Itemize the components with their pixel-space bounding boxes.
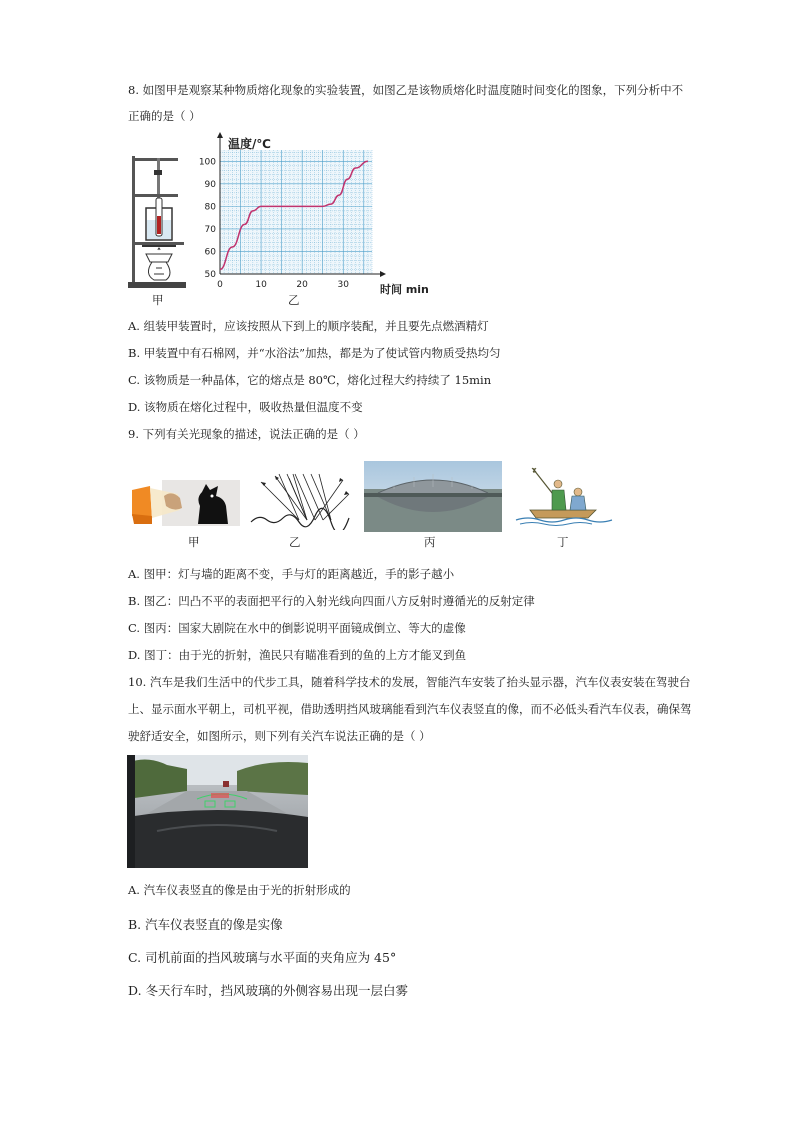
q8-fig-yi-caption: 乙 bbox=[288, 293, 300, 307]
fisherman-figure bbox=[512, 466, 616, 528]
chart-x-axis-arrow bbox=[380, 271, 386, 277]
chart-x-tick-label: 10 bbox=[255, 280, 267, 290]
chart-y-axis-arrow bbox=[217, 132, 223, 138]
chart-xlabel: 时间 min bbox=[380, 283, 429, 296]
q8-stem-line1: 8. 如图甲是观察某种物质熔化现象的实验装置，如图乙是该物质熔化时温度随时间变化的图象，下列分析中不 bbox=[128, 83, 684, 97]
q9-option-a: A. 图甲：灯与墙的距离不变，手与灯的距离越近，手的影子越小 bbox=[128, 567, 455, 581]
q10-option-c: C. 司机前面的挡风玻璃与水平面的夹角应为 45° bbox=[128, 950, 397, 965]
chart-x-tick-label: 30 bbox=[337, 280, 349, 290]
chart-y-tick-label: 60 bbox=[204, 247, 216, 258]
chart-y-tick-label: 90 bbox=[204, 179, 216, 190]
theatre-reflection-figure bbox=[364, 461, 502, 532]
q9-stem: 9. 下列有关光现象的描述，说法正确的是（ ） bbox=[128, 427, 365, 441]
q10-option-b: B. 汽车仪表竖直的像是实像 bbox=[128, 917, 283, 932]
q10-option-a: A. 汽车仪表竖直的像是由于光的折射形成的 bbox=[128, 883, 351, 897]
chart-x-tick-label: 0 bbox=[217, 280, 223, 290]
q9-caption-bing: 丙 bbox=[424, 535, 436, 549]
chart-y-tick-label: 100 bbox=[198, 157, 216, 168]
diffuse-reflection-figure bbox=[249, 470, 355, 530]
chart-plot-area bbox=[220, 150, 372, 274]
chart-x-tick-label: 20 bbox=[296, 280, 308, 290]
q8-option-a: A. 组装甲装置时，应该按照从下到上的顺序装配，并且要先点燃酒精灯 bbox=[128, 319, 489, 333]
melting-apparatus-figure bbox=[128, 150, 198, 300]
q10-stem-line3: 驶舒适安全，如图所示，则下列有关汽车说法正确的是（ ） bbox=[128, 729, 431, 743]
q9-option-d: D. 图丁：由于光的折射，渔民只有瞄准看到的鱼的上方才能叉到鱼 bbox=[128, 648, 467, 662]
temperature-time-chart bbox=[196, 128, 441, 300]
q9-caption-ding: 丁 bbox=[557, 535, 569, 549]
head-up-display-photo bbox=[127, 755, 308, 868]
q10-stem-line2: 上、显示面水平朝上，司机平视，借助透明挡风玻璃能看到汽车仪表竖直的像，而不必低头看汽车仪表，确保驾 bbox=[128, 702, 692, 716]
chart-y-tick-label: 70 bbox=[204, 224, 216, 235]
chart-y-tick-label: 50 bbox=[204, 270, 216, 280]
q9-option-c: C. 图丙：国家大剧院在水中的倒影说明平面镜成倒立、等大的虚像 bbox=[128, 621, 466, 635]
q10-stem-line1: 10. 汽车是我们生活中的代步工具，随着科学技术的发展，智能汽车安装了抬头显示器，汽车仪表安装在驾驶台 bbox=[128, 675, 691, 689]
q10-option-d: D. 冬天行车时，挡风玻璃的外侧容易出现一层白雾 bbox=[128, 983, 409, 998]
q8-option-b: B. 甲装置中有石棉网，并“水浴法”加热，都是为了使试管内物质受热均匀 bbox=[128, 346, 501, 360]
q9-caption-jia: 甲 bbox=[188, 535, 200, 549]
q8-option-d: D. 该物质在熔化过程中，吸收热量但温度不变 bbox=[128, 400, 363, 414]
q9-caption-yi: 乙 bbox=[289, 535, 301, 549]
q8-stem-line2: 正确的是（ ） bbox=[128, 109, 201, 123]
hand-shadow-figure bbox=[128, 476, 240, 528]
chart-ylabel: 温度/℃ bbox=[228, 137, 271, 151]
q8-fig-jia-caption: 甲 bbox=[152, 293, 164, 307]
chart-y-tick-label: 80 bbox=[204, 202, 216, 213]
q9-option-b: B. 图乙：凹凸不平的表面把平行的入射光线向四面八方反射时遵循光的反射定律 bbox=[128, 594, 535, 608]
q8-option-c: C. 该物质是一种晶体，它的熔点是 80℃，熔化过程大约持续了 15min bbox=[128, 373, 492, 387]
